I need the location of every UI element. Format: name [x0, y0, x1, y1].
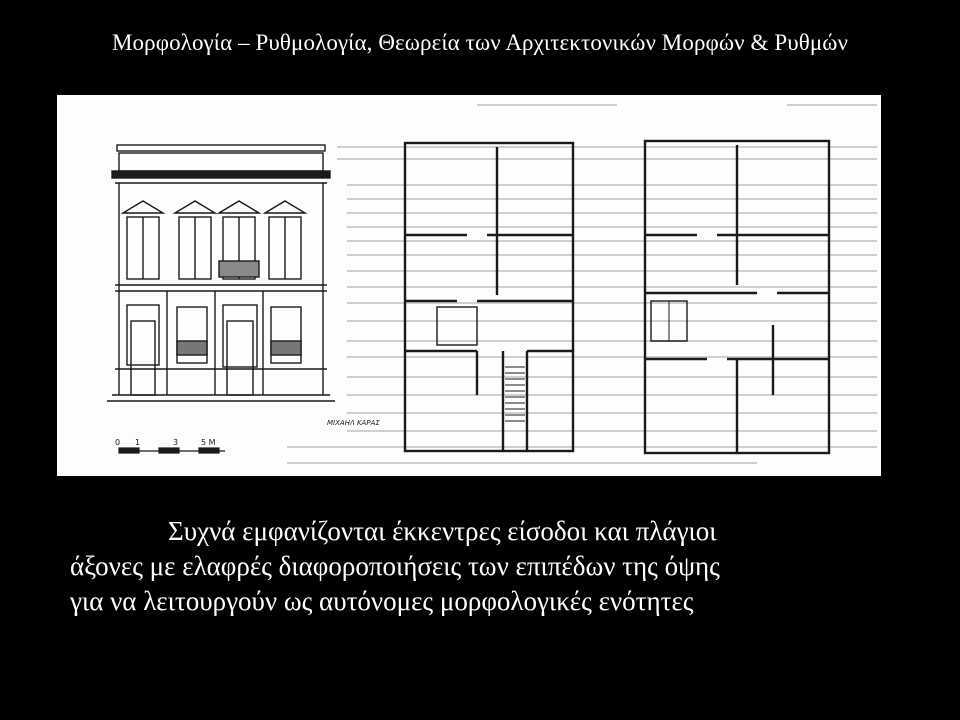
- caption-line-1: Συχνά εμφανίζονται έκκεντρες είσοδοι και πλάγιοι: [168, 516, 717, 546]
- scale-label-0: 0: [115, 438, 121, 447]
- caption-line-3: για να λειτουργούν ως αυτόνομες μορφολογικές ενότητες: [70, 586, 694, 616]
- scale-bar: [119, 448, 225, 453]
- caption: [60, 514, 900, 619]
- scale-label-3: 3: [173, 438, 179, 447]
- upper-windows: [123, 201, 305, 279]
- drawing-signature: ΜΙΧΑΗΛ ΚΑΡΑΣ: [327, 419, 380, 427]
- slide-title: Μορφολογία – Ρυθμολογία, Θεωρεία των Αρχιτεκτονικών Μορφών & Ρυθμών: [111, 30, 848, 55]
- background-text-lines: [287, 105, 877, 463]
- facade-elevation: [107, 145, 335, 401]
- ground-floor-plan: [405, 143, 573, 451]
- lower-openings: [127, 305, 301, 395]
- scale-label-5: 5 Μ: [201, 438, 216, 447]
- upper-floor-plan: [645, 141, 829, 453]
- architectural-drawing: [57, 95, 881, 476]
- scale-label-1: 1: [135, 438, 141, 447]
- caption-line-2: άξονες με ελαφρές διαφοροποιήσεις των επιπέδων της όψης: [70, 551, 720, 581]
- drawing-svg: [57, 95, 881, 476]
